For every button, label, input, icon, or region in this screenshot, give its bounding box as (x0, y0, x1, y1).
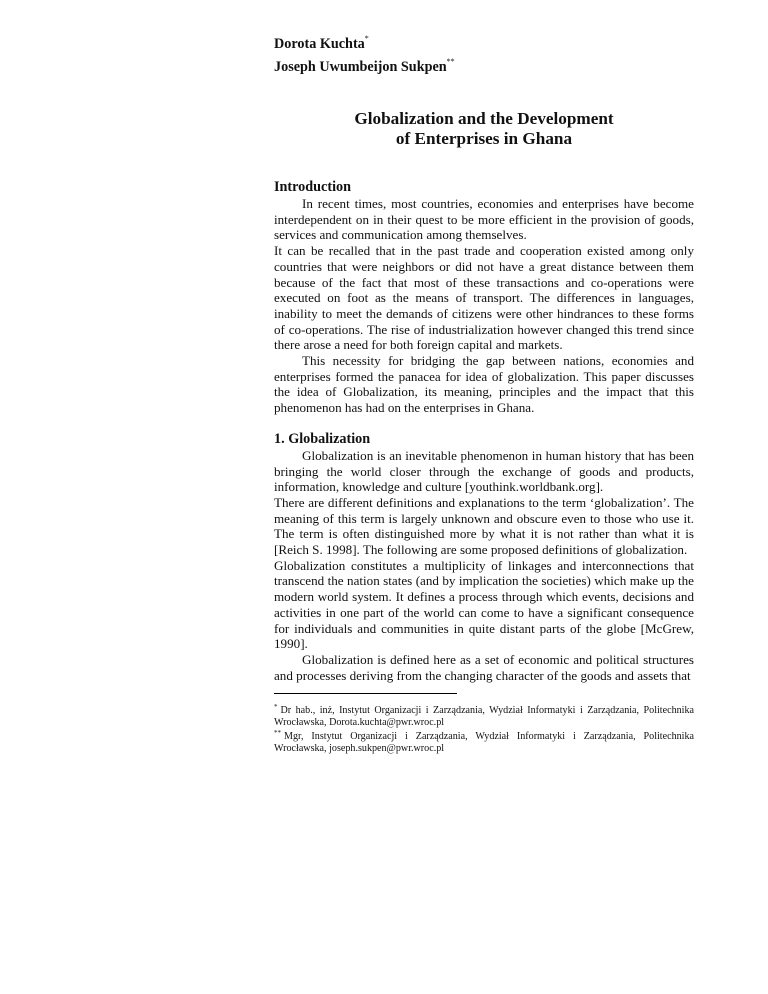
title-line-1: Globalization and the Development (354, 109, 614, 128)
author-1: Dorota Kuchta* (274, 34, 369, 52)
section-1-paragraph-1: Globalization is an inevitable phenomenon in human history that has been bringing the world closer through the exchange of goods and products, information, knowledge and culture [youthink.worldbank.org]. (274, 447, 694, 495)
intro-paragraph-2: It can be recalled that in the past trade and cooperation existed among only countries that were neighbors or did not have a great distance between them because of the fact that most of these transactions and co-operations were executed on foot as the means of transport. The differences in languages, inability to meet the demands of citizens were other hindrances to these forms of co-operations. The rise of industrialization however changed this trend since there arose a need for both foreign capital and markets. (274, 243, 694, 353)
section-1-paragraph-3: Globalization constitutes a multiplicity of linkages and interconnections that transcend the nation states (and by implication the societies) which make up the modern world system. It defines a process through which events, decisions and activities in one part of the world can come to have a significant consequence for individuals and communities in quite distant parts of the globe [McGrew, 1990]. (274, 557, 694, 652)
intro-paragraph-3: This necessity for bridging the gap between nations, economies and enterprises formed the panacea for idea of globalization. This paper discusses the idea of Globalization, its meaning, principles and the impact that this phenomenon has had on the enterprises in Ghana. (274, 353, 694, 416)
footnote-divider (274, 693, 457, 694)
section-1-paragraph-2: There are different definitions and explanations to the term ‘globalization’. The meaning of this term is largely unknown and obscure even to those who use it. The term is often distinguished more by what it is not rather than what it is [Reich S. 1998]. The following are some proposed definitions of globalization. (274, 494, 694, 558)
section-1-paragraph-4: Globalization is defined here as a set of economic and political structures and processes deriving from the changing character of the goods and assets that (274, 651, 694, 683)
paper-page (274, 30, 694, 754)
footnote-mark-1: * (364, 34, 369, 43)
paper-title (274, 109, 694, 149)
section-1-heading: 1. Globalization (274, 430, 371, 447)
intro-paragraph-1: In recent times, most countries, economies and enterprises have become interdependent on in their quest to be more efficient in the provision of goods, services and communication among themselves. (274, 196, 694, 243)
title-line-2: of Enterprises in Ghana (395, 129, 573, 148)
footnote-2: ** Mgr, Instytut Organizacji i Zarządzania, Wydział Informatyki i Zarządzania, Politechnika Wrocławska, joseph.sukpen@pwr.wroc.pl (274, 729, 694, 754)
introduction-heading: Introduction (274, 179, 351, 195)
author-2: Joseph Uwumbeijon Sukpen** (274, 57, 455, 75)
footnote-1: * Dr hab., inż, Instytut Organizacji i Zarządzania, Wydział Informatyki i Zarządzania, Politechnika Wrocławska, Dorota.kuchta@pwr.wroc.pl (274, 703, 694, 728)
footnote-mark-2: ** (446, 57, 455, 66)
